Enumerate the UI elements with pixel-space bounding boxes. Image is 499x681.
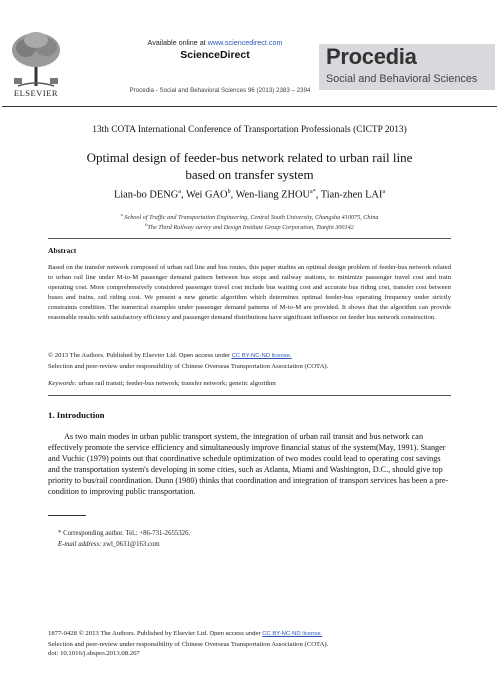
peer-review-line: Selection and peer-review under responsibility of Chinese Overseas Transportation Association (COTA). — [48, 362, 329, 370]
email-note — [58, 541, 160, 548]
email-address: zwl_0631@163.com — [101, 541, 160, 548]
open-access-text: Open access under — [177, 353, 232, 359]
author-4: , Tian-zhen LAI — [315, 189, 383, 201]
bottom-peer-review: Selection and peer-review under responsibility of Chinese Overseas Transportation Association (COTA). — [48, 640, 329, 648]
bottom-open-access: Open access under — [207, 631, 263, 637]
bottom-license-link[interactable]: CC BY-NC-ND license. — [262, 631, 323, 637]
author-3-sup: a* — [310, 189, 316, 195]
footnote-rule — [48, 515, 86, 516]
license-link[interactable]: CC BY-NC-ND license. — [231, 353, 292, 359]
affiliation-b — [0, 222, 499, 231]
publisher-name: ELSEVIER — [13, 88, 59, 98]
available-online-line — [115, 38, 315, 47]
affiliation-a-text: School of Traffic and Transportation Engineering, Central South University, Changsha 410075, China — [122, 214, 379, 222]
author-list — [0, 189, 499, 200]
procedia-subtitle: Social and Behavioral Sciences — [326, 73, 478, 85]
doi-line: doi: 10.1016/j.sbspro.2013.08.267 — [48, 650, 140, 657]
abstract-bottom-rule — [48, 395, 451, 396]
bottom-matter — [48, 629, 451, 659]
author-2: , Wei GAO — [180, 189, 228, 201]
conference-name: 13th COTA International Conference of Transportation Professionals (CICTP 2013) — [92, 125, 407, 135]
email-label: E-mail address: — [58, 541, 102, 548]
issn-line — [48, 629, 451, 640]
sciencedirect-link[interactable]: www.sciencedirect.com — [207, 38, 283, 47]
corresponding-author-note: * Corresponding author. Tel.: +86-731-2655326. — [58, 530, 191, 537]
author-2-sup: b — [227, 189, 231, 195]
affiliation-a — [0, 212, 499, 221]
keywords-label: Keywords: — [48, 380, 77, 387]
author-1-sup: a — [178, 189, 181, 195]
abstract-text: Based on the transfer network composed of urban rail line and bus routes, this paper studies an optimal design problem of feeder-bus network related to urban rail line under M-to-M passenger demand pattern between bus stops and railway stations, to minimize passenger travel cost and train operating cost. More comprehensively considered passenger travel cost include bus waiting cost and accurate bus riding cost, transfer cost between buses and trains, rail riding cost. We present a new genetic algorithm which determines optimal feeder-bus operating frequency under strictly constraints condition. The numerical examples under passenger demand patterns of M-to-M are provided. It shows that the algorithm can provide reasonable results with satisfactory efficiency and passenger demand distributions have significant influence on feeder bus network construction. — [48, 264, 451, 321]
intro-paragraph: As two main modes in urban public transport system, the integration of urban rail transit and bus network can effectively promote the service efficiency and simultaneously improve financial status of the system(May, 1991). Stanger and Vuchic (1979) points out that coordinative schedule optimization of two modes could lead to operating cost savings and the transportation system's developing in some cities, such as Atlanta, Miami and Washington, D.C., should give top priority to bus/rail coordination. Dunn (1980) thinks that coordination and integration of transport services has been a pre-condition to improving public transportation. — [48, 432, 449, 496]
keywords-line — [48, 380, 451, 387]
procedia-title: Procedia — [326, 44, 417, 69]
abstract-heading: Abstract — [48, 246, 77, 255]
affiliation-b-text: The Third Railway survey and Design Institute Group Corporation, Tianjin 300142 — [147, 224, 354, 232]
author-3: , Wen-liang ZHOU — [230, 189, 311, 201]
sciencedirect-brand: ScienceDirect — [180, 49, 250, 61]
issn-text: 1877-0428 © 2013 The Authors. Published by Elsevier Ltd. — [48, 630, 208, 637]
section-heading: 1. Introduction — [48, 410, 105, 420]
header-rule — [2, 106, 497, 107]
title-line-2: based on transfer system — [185, 167, 314, 182]
abstract-copyright — [48, 351, 451, 371]
author-1: Lian-bo DENG — [113, 189, 179, 201]
abstract-top-rule — [48, 238, 451, 239]
paper-title — [30, 149, 469, 183]
title-line-1: Optimal design of feeder-bus network related to urban rail line — [86, 150, 413, 165]
journal-citation: Procedia - Social and Behavioral Sciences 96 (2013) 2383 – 2394 — [129, 87, 311, 94]
affiliation-a-sup: a — [120, 212, 123, 217]
available-prefix: Available online at — [147, 38, 208, 47]
keywords-text: urban rail transit; feeder-bus network; transfer network; genetic algorithm — [76, 380, 276, 387]
copyright-text: © 2013 The Authors. Published by Elsevier Ltd. — [48, 352, 178, 359]
author-4-sup: a — [382, 189, 386, 195]
affiliation-b-sup: b — [145, 222, 148, 227]
copyright-line — [48, 351, 451, 362]
